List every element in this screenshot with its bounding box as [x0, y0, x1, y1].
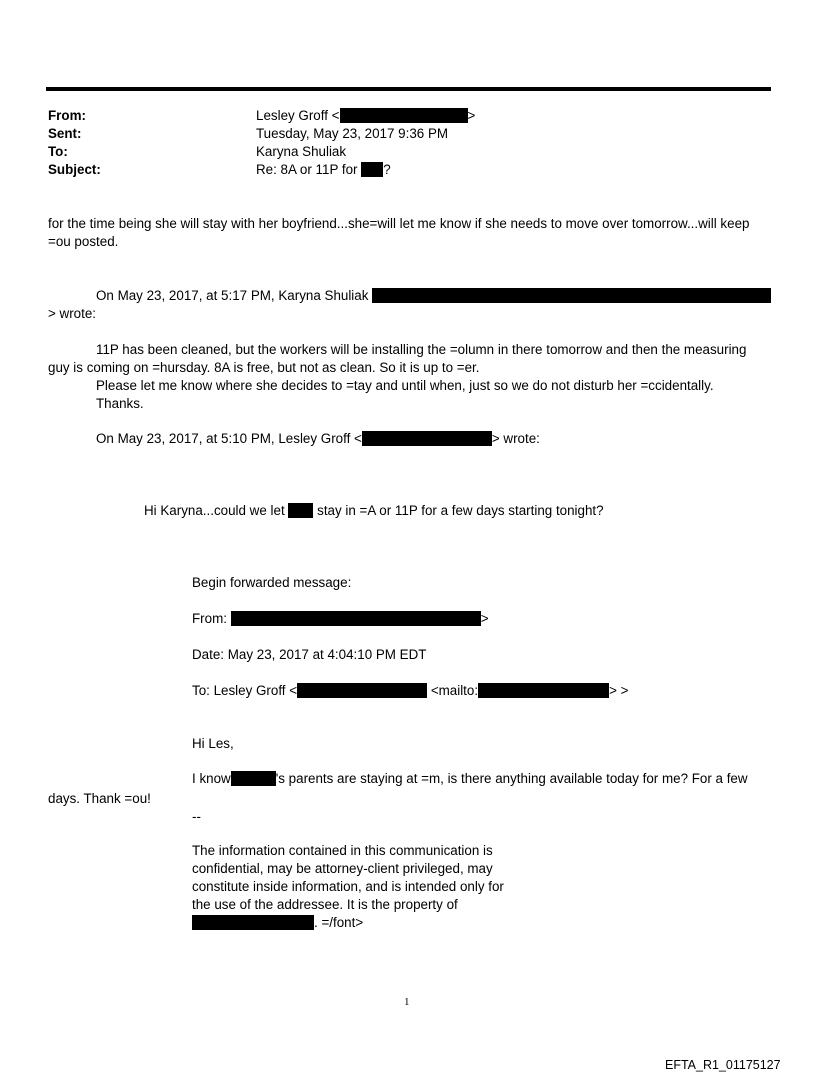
- disclaimer-line-1: The information contained in this communication is: [192, 843, 493, 858]
- redaction-box: [340, 108, 468, 123]
- subject-prefix: Re: 8A or 11P for: [256, 162, 358, 177]
- disclaimer-line-5: [192, 915, 363, 930]
- from-close: >: [467, 108, 476, 123]
- redaction-box: [362, 431, 492, 446]
- quote2-msg-suffix: stay in =A or 11P for a few days starting tonight?: [317, 503, 604, 518]
- disclaimer-line-2: confidential, may be attorney-client privileged, may: [192, 861, 493, 876]
- quote2-header: [96, 431, 540, 446]
- sent-value: Tuesday, May 23, 2017 9:36 PM: [256, 126, 449, 141]
- from-name: Lesley Groff <: [256, 108, 340, 123]
- subject-value: [256, 162, 391, 177]
- redaction-box: [231, 611, 481, 626]
- to-label: To:: [48, 144, 68, 159]
- page-number: 1: [404, 996, 410, 1008]
- from-value: [256, 108, 475, 123]
- quote1-p3: Thanks.: [96, 396, 144, 411]
- quote1-header: [96, 288, 771, 303]
- body-line-1: for the time being she will stay with her boyfriend...she=will let me know if she needs to move over tomorrow...will keep: [48, 216, 750, 231]
- quote1-p1-line2: guy is coming on =hursday. 8A is free, but not as clean. So it is up to =er.: [48, 360, 480, 375]
- redaction-box: [288, 503, 313, 518]
- quote1-header-text: On May 23, 2017, at 5:17 PM, Karyna Shuliak: [96, 288, 369, 303]
- sent-label: Sent:: [48, 126, 82, 141]
- redaction-box: [297, 683, 427, 698]
- forward-to-close: > >: [609, 683, 629, 698]
- forward-from: [192, 611, 489, 626]
- forward-line-prefix: I know: [192, 771, 231, 786]
- forward-line: [192, 771, 748, 786]
- forward-date: Date: May 23, 2017 at 4:04:10 PM EDT: [192, 647, 427, 662]
- forward-from-label: From:: [192, 611, 227, 626]
- redaction-box: [361, 162, 383, 177]
- signature-separator: --: [192, 809, 201, 824]
- forward-begin: Begin forwarded message:: [192, 575, 352, 590]
- disclaimer-line-4: the use of the addressee. It is the property of: [192, 897, 458, 912]
- quote2-header-prefix: On May 23, 2017, at 5:10 PM, Lesley Groff <: [96, 431, 362, 446]
- from-label: From:: [48, 108, 86, 123]
- forward-line-2: days. Thank =ou!: [48, 791, 151, 806]
- header-rule: [46, 87, 771, 91]
- disclaimer-line-3: constitute inside information, and is intended only for: [192, 879, 504, 894]
- quote1-wrote: > wrote:: [48, 306, 97, 321]
- forward-to: [192, 683, 628, 698]
- redaction-box: [372, 288, 771, 303]
- forward-from-close: >: [480, 611, 489, 626]
- redaction-box: [231, 771, 276, 786]
- forward-mailto: <mailto:: [430, 683, 479, 698]
- disclaimer-suffix: . =/font>: [314, 915, 364, 930]
- forward-to-prefix: To: Lesley Groff <: [192, 683, 298, 698]
- subject-label: Subject:: [48, 162, 101, 177]
- redaction-box: [192, 915, 314, 930]
- body-line-2: =ou posted.: [48, 234, 119, 249]
- quote2-header-suffix: > wrote:: [491, 431, 540, 446]
- quote2-message: [144, 503, 604, 518]
- quote1-p2: Please let me know where she decides to =tay and until when, just so we do not disturb her =ccidentally.: [96, 378, 714, 393]
- quote2-msg-prefix: Hi Karyna...could we let: [144, 503, 285, 518]
- subject-suffix: ?: [383, 162, 391, 177]
- redaction-box: [478, 683, 609, 698]
- document-id: EFTA_R1_01175127: [665, 1058, 781, 1072]
- to-value: Karyna Shuliak: [256, 144, 347, 159]
- quote1-p1-line1: 11P has been cleaned, but the workers will be installing the =olumn in there tomorrow and then the measuring: [96, 342, 747, 357]
- forward-line-suffix: 's parents are staying at =m, is there anything available today for me? For a few: [275, 771, 748, 786]
- forward-greeting: Hi Les,: [192, 736, 234, 751]
